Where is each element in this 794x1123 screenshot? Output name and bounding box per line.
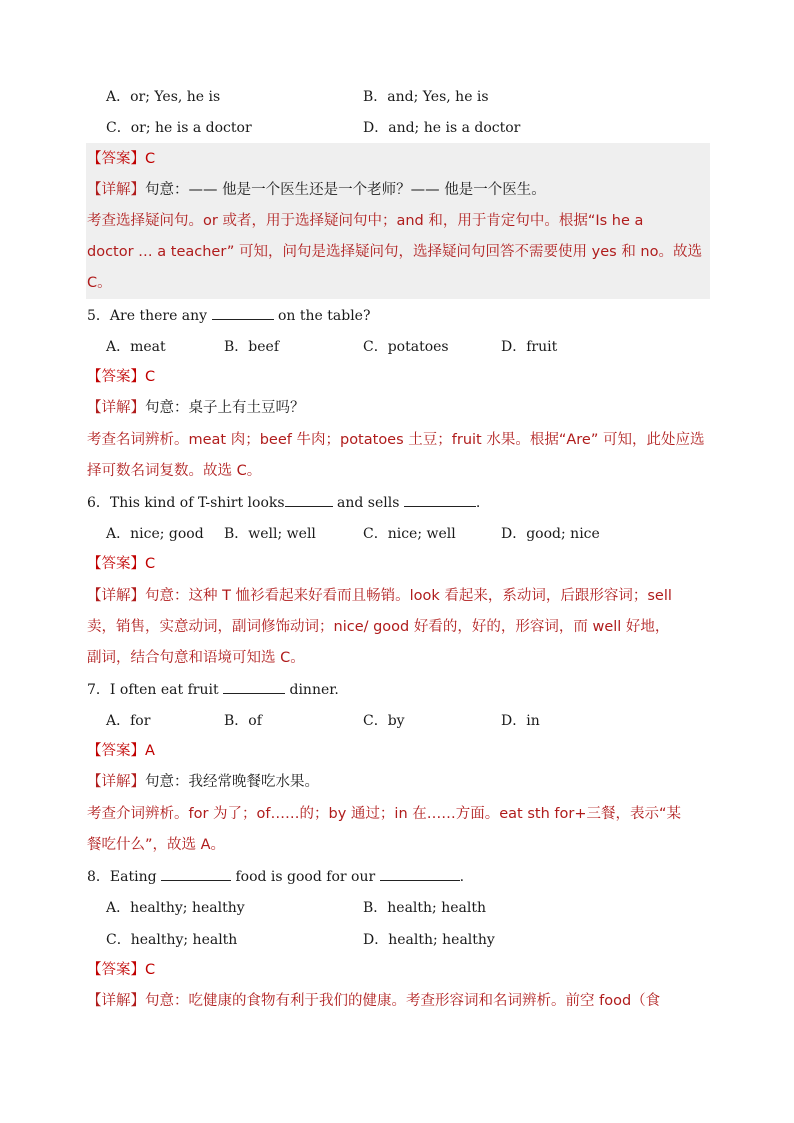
answer-tag: 【答案】	[87, 962, 145, 978]
detail-text: 句意：我经常晚餐吃水果。	[145, 774, 319, 790]
q4-detail-line-3: doctor … a teacher” 可知，问句是选择疑问句，选择疑问句回答不需要使用 yes 和 no。故选	[87, 244, 702, 260]
q4-option-b: B．and; Yes, he is	[363, 89, 489, 105]
q6-blank-2	[404, 492, 476, 507]
detail-text: 句意：—— 他是一个医生还是一个老师？—— 他是一个医生。	[145, 182, 546, 198]
q5-detail-line-3: 择可数名词复数。故选 C。	[87, 463, 262, 479]
detail-tag: 【详解】	[87, 182, 145, 198]
q8-stem-start: 8．Eating	[87, 869, 157, 885]
answer-tag: 【答案】	[87, 743, 145, 759]
detail-tag: 【详解】	[87, 774, 145, 790]
q5-option-d: D．fruit	[501, 339, 558, 355]
q5-option-b: B．beef	[224, 339, 280, 355]
q7-detail-line-1	[87, 771, 319, 793]
q4-option-d: D．and; he is a doctor	[363, 120, 521, 136]
answer-letter: C	[145, 151, 156, 167]
q8-blank-2	[380, 866, 460, 881]
q6-option-b: B．well; well	[224, 526, 316, 542]
q5-option-c: C．potatoes	[363, 339, 449, 355]
q5-stem-start: 5．Are there any	[87, 308, 208, 324]
answer-letter: C	[145, 556, 156, 572]
q6-detail-line-1	[87, 585, 672, 607]
detail-text: 句意：这种 T 恤衫看起来好看而且畅销。look 看起来，系动词，后跟形容词；sell	[145, 588, 672, 604]
q4-option-a: A．or; Yes, he is	[106, 89, 221, 105]
q4-detail-line-4: C。	[87, 275, 112, 291]
q5-blank	[212, 305, 274, 320]
q8-option-d: D．health; healthy	[363, 932, 495, 948]
q4-answer	[87, 148, 155, 170]
detail-tag: 【详解】	[87, 993, 145, 1009]
q7-stem-start: 7．I often eat fruit	[87, 682, 219, 698]
q7-detail-line-2: 考查介词辨析。for 为了；of……的；by 通过；in 在……方面。eat sth for+三餐，表示“某	[87, 806, 681, 822]
q6-stem-middle: and sells	[337, 495, 400, 511]
q7-stem-end: dinner.	[289, 682, 339, 698]
answer-tag: 【答案】	[87, 369, 145, 385]
q8-blank-1	[161, 866, 231, 881]
q4-detail-line-1	[87, 179, 546, 201]
q5-answer	[87, 366, 155, 388]
q8-detail-line-1	[87, 990, 660, 1012]
q6-stem-start: 6．This kind of T-shirt looks	[87, 495, 285, 511]
detail-tag: 【详解】	[87, 400, 145, 416]
q8-answer	[87, 959, 155, 981]
q6-detail-line-2: 卖，销售，实意动词，副词修饰动词；nice/ good 好看的，好的，形容词，而 well 好地，	[87, 619, 670, 635]
q8-option-c: C．healthy; health	[106, 932, 238, 948]
q6-stem-end: .	[475, 495, 481, 511]
detail-text: 句意：吃健康的食物有利于我们的健康。考查形容词和名词辨析。前空 food（食	[145, 993, 661, 1009]
q7-option-b: B．of	[224, 713, 262, 729]
q5-detail-line-1	[87, 397, 305, 419]
answer-letter: C	[145, 962, 156, 978]
q6-answer	[87, 553, 155, 575]
detail-tag: 【详解】	[87, 588, 145, 604]
q6-blank-1	[285, 492, 333, 507]
q6-stem	[87, 492, 480, 514]
q6-option-c: C．nice; well	[363, 526, 456, 542]
answer-tag: 【答案】	[87, 556, 145, 572]
q7-detail-line-3: 餐吃什么”，故选 A。	[87, 837, 226, 853]
q5-stem	[87, 305, 370, 327]
q8-stem	[87, 866, 464, 888]
q4-option-c: C．or; he is a doctor	[106, 120, 252, 136]
q5-stem-end: on the table?	[277, 308, 371, 324]
q7-stem	[87, 679, 339, 701]
q8-option-a: A．healthy; healthy	[106, 900, 245, 916]
q8-option-b: B．health; health	[363, 900, 486, 916]
q6-detail-line-3: 副词，结合句意和语境可知选 C。	[87, 650, 305, 666]
q4-detail-line-2: 考查选择疑问句。or 或者，用于选择疑问句中；and 和，用于肯定句中。根据“Is he a	[87, 213, 644, 229]
q6-option-d: D．good; nice	[501, 526, 600, 542]
detail-text: 句意：桌子上有土豆吗？	[145, 400, 305, 416]
answer-letter: A	[145, 743, 155, 759]
q7-blank	[223, 679, 285, 694]
answer-letter: C	[145, 369, 156, 385]
q8-stem-end: .	[459, 869, 465, 885]
q7-option-a: A．for	[106, 713, 151, 729]
q5-detail-line-2: 考查名词辨析。meat 肉；beef 牛肉；potatoes 土豆；fruit 水果。根据“Are” 可知，此处应选	[87, 432, 705, 448]
q6-option-a: A．nice; good	[106, 526, 204, 542]
answer-tag: 【答案】	[87, 151, 145, 167]
q7-option-d: D．in	[501, 713, 540, 729]
q8-stem-middle: food is good for our	[235, 869, 376, 885]
q7-answer	[87, 740, 155, 762]
q5-option-a: A．meat	[106, 339, 166, 355]
q7-option-c: C．by	[363, 713, 405, 729]
